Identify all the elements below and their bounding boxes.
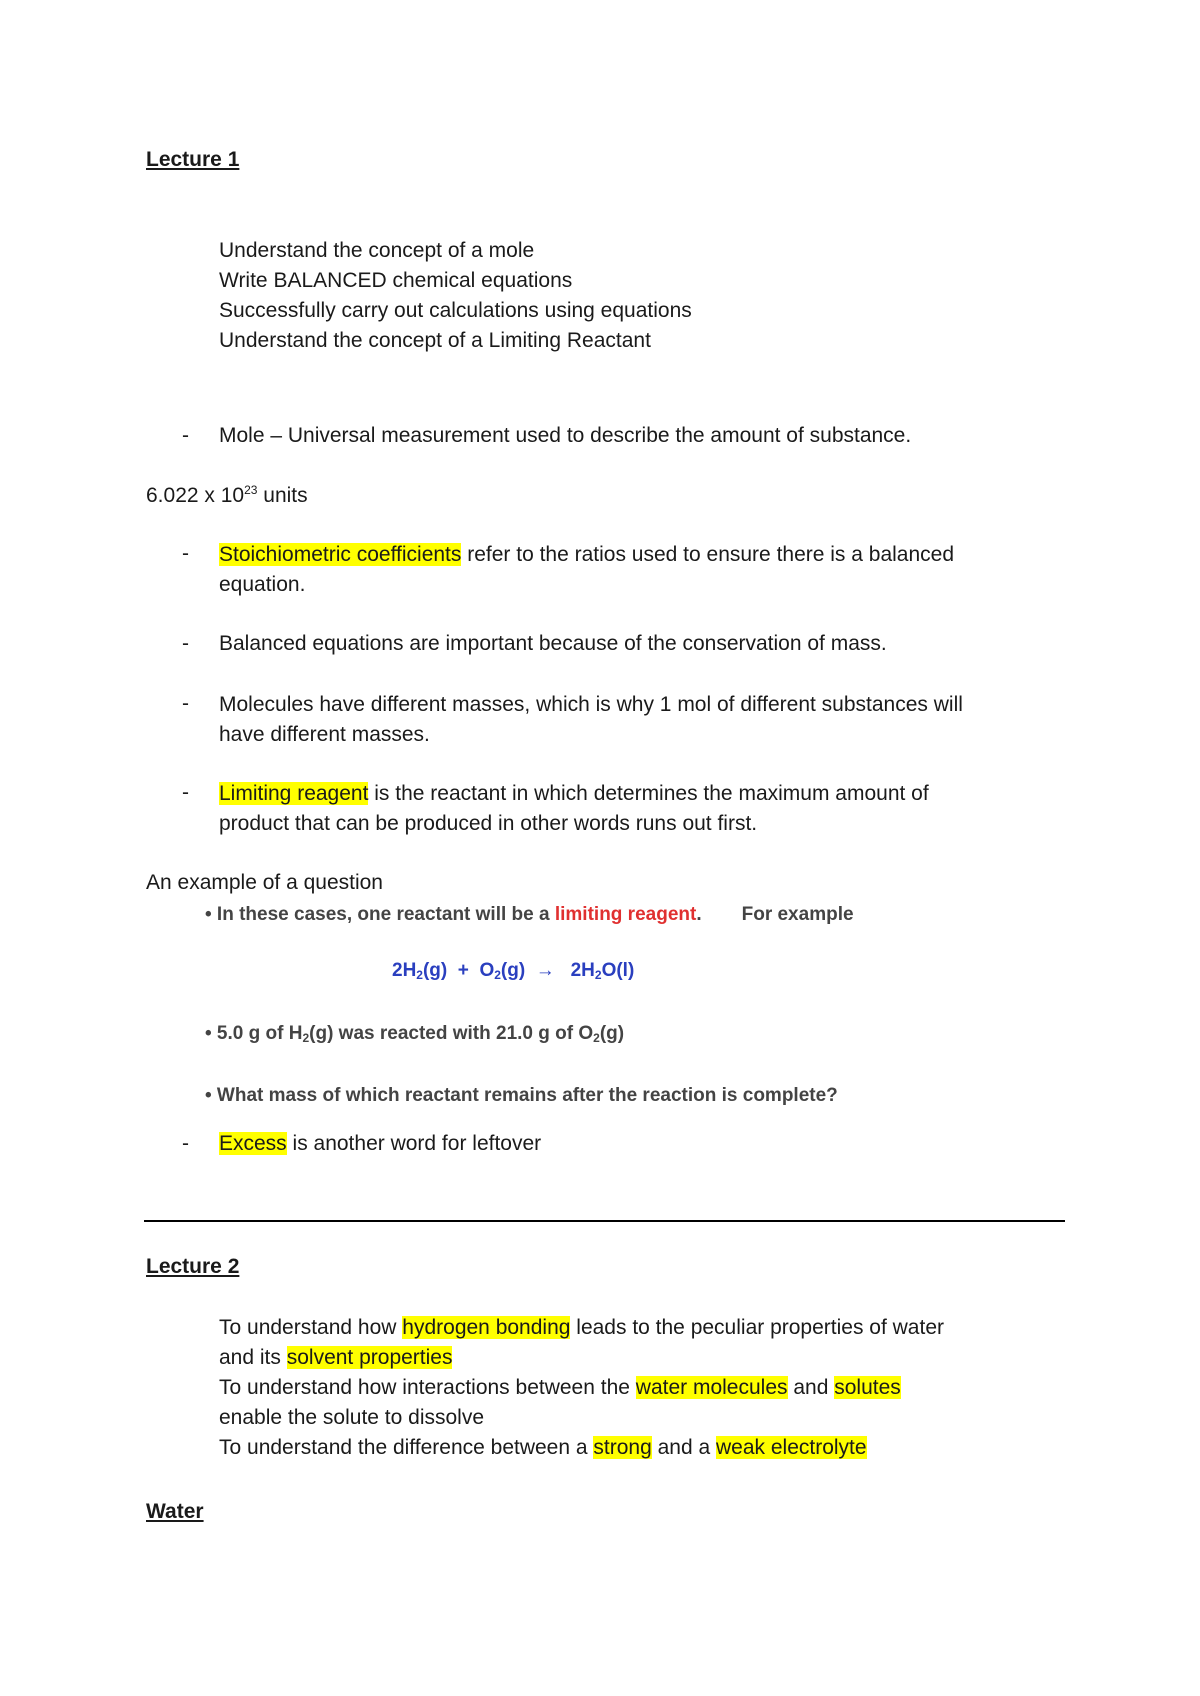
objective-item: Successfully carry out calculations using equations (219, 299, 692, 322)
eq-part: O(l) (601, 960, 635, 981)
section-divider (144, 1220, 1065, 1222)
text-span: • In these cases, one reactant will be a (205, 904, 555, 925)
text-line: Molecules have different masses, which is why 1 mol of different substances will (219, 693, 963, 716)
objective-item: Understand the concept of a Limiting Reactant (219, 329, 651, 352)
excess-line (219, 1132, 541, 1156)
eq-part: 2H (392, 960, 417, 981)
subscript: 2 (302, 1031, 310, 1045)
text-span: is another word for leftover (286, 1132, 542, 1155)
objective-item: Understand the concept of a mole (219, 239, 535, 262)
text-span: (g) (599, 1023, 625, 1044)
highlighted-term: Excess (219, 1132, 287, 1155)
mole-definition: Mole – Universal measurement used to describe the amount of substance. (219, 424, 912, 447)
example-line-2 (205, 1023, 624, 1045)
bullet-dash: - (182, 781, 189, 804)
limiting-reagent-red: limiting reagent (554, 904, 697, 925)
highlighted-term: water molecules (635, 1376, 788, 1399)
highlighted-term: Limiting reagent (219, 782, 369, 805)
embedded-example-image (200, 895, 900, 1115)
highlighted-term: Stoichiometric coefficients (219, 543, 462, 566)
subscript: 2 (593, 1031, 600, 1045)
water-heading: Water (146, 1500, 204, 1523)
eq-sub: 2 (416, 968, 423, 982)
avogadro-base: 6.022 x 10 (146, 484, 245, 507)
objective-item: Write BALANCED chemical equations (219, 269, 573, 292)
highlighted-term: solutes (834, 1376, 901, 1399)
text-span: For example (741, 904, 854, 925)
text-span: and (787, 1376, 835, 1399)
limiting-paragraph (219, 779, 929, 839)
molecules-paragraph (219, 690, 963, 750)
bullet-dash: - (182, 632, 189, 655)
text-span: and its (219, 1346, 287, 1369)
text-line: enable the solute to dissolve (219, 1406, 485, 1429)
eq-part: (g) + O (422, 960, 495, 981)
bullet-dash: - (182, 1132, 189, 1155)
highlighted-term: strong (593, 1436, 652, 1459)
eq-sub: 2 (594, 968, 602, 982)
avogadro-number (146, 483, 308, 508)
text-line: have different masses. (219, 723, 430, 746)
text-span: To understand the difference between a (219, 1436, 594, 1459)
text-span: and a (651, 1436, 716, 1459)
chemical-equation (392, 960, 634, 982)
text-span: To understand how interactions between the (219, 1376, 636, 1399)
text-line: product that can be produced in other words runs out first. (219, 812, 758, 835)
highlighted-term: hydrogen bonding (402, 1316, 571, 1339)
eq-sub: 2 (494, 968, 501, 982)
text-span: leads to the peculiar properties of water (570, 1316, 944, 1339)
text-span: is the reactant in which determines the maximum amount of (368, 782, 929, 805)
lecture1-objectives (219, 236, 692, 356)
text-line: equation. (219, 573, 306, 596)
bullet-dash: - (182, 542, 189, 565)
avogadro-units: units (257, 484, 308, 507)
lecture1-heading: Lecture 1 (146, 148, 240, 171)
highlighted-term: solvent properties (286, 1346, 453, 1369)
text-span: • 5.0 g of H (205, 1023, 303, 1044)
lecture2-objectives (219, 1313, 944, 1463)
bullet-dash: - (182, 692, 189, 715)
stoich-paragraph (219, 540, 954, 600)
eq-part: (g) → 2H (500, 960, 595, 981)
text-span: refer to the ratios used to ensure there is a balanced (461, 543, 955, 566)
bullet-dash: - (182, 424, 189, 447)
example-line-3: • What mass of which reactant remains after the reaction is complete? (205, 1085, 838, 1106)
avogadro-exponent: 23 (244, 483, 258, 497)
example-line-1 (205, 904, 854, 926)
text-span: (g) was reacted with 21.0 g of O (309, 1023, 594, 1044)
text-span: . (696, 904, 702, 925)
lecture2-heading: Lecture 2 (146, 1255, 240, 1278)
example-label: An example of a question (146, 871, 383, 894)
text-span: To understand how (219, 1316, 403, 1339)
balanced-text: Balanced equations are important because of the conservation of mass. (219, 632, 887, 655)
highlighted-term: weak electrolyte (716, 1436, 867, 1459)
